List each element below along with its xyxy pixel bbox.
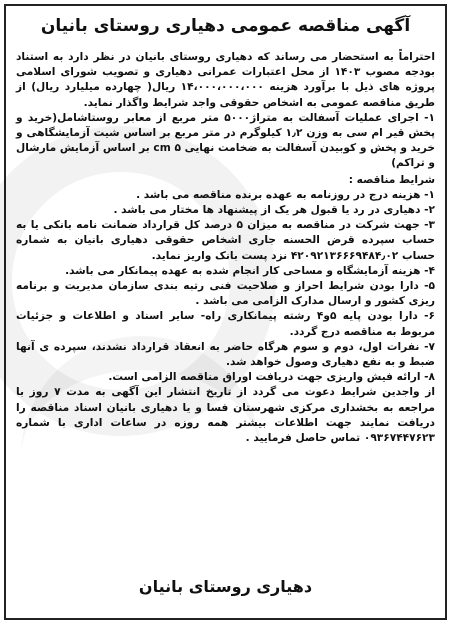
condition-item: ۴- هزینه آزمایشگاه و مساحی کار انجام شده به عهده پیمانکار می باشد. — [65, 264, 435, 277]
notice-title: آگهی مناقصه عمومی دهیاری روستای بانیان — [40, 16, 411, 36]
project-item-1: ۱- اجرای عملیات آسفالت به متراژ۵۰۰۰ متر مربع از معابر روستاشامل(خرید و پخش قیر ام سی به وزن ۱٫۲ کیلوگرم در متر مربع بر اساس شیت آزمایشگاهی و خرید و پخش و کوبیدن آسفالت به ضخامت نهایی ۵ cm بر اساس آزمایش مارشال و تراکم) — [16, 111, 435, 170]
condition-item: ۵- دارا بودن شرایط احراز و صلاحیت فنی رتبه بندی سازمان مدیریت و برنامه ریزی کشور و ارسال مدارک الزامی می باشد . — [16, 280, 435, 308]
notice-frame — [4, 4, 447, 620]
notice-body — [16, 50, 435, 446]
condition-item: ۱- هزینه درج در روزنامه به عهده برنده مناقصه می باشد . — [136, 188, 435, 201]
condition-item: ۸- ارائه فیش واریزی جهت دریافت اوراق مناقصه الزامی است. — [108, 371, 435, 384]
condition-item: ۲- دهیاری در رد یا قبول هر یک از پیشنهاد ها مختار می باشد . — [113, 204, 435, 217]
condition-item: ۳- جهت شرکت در مناقصه به میزان ۵ درصد کل قرارداد ضمانت نامه بانکی یا به حساب سپرده قرض الحسنه جاری اشخاص حقوقی دهیاری بانیان به شماره حساب ۴۲۰۹۲۱۳۶۶۶۹۴۸۴٫۰۲ نزد پست بانک واریز نماید. — [16, 219, 435, 262]
signature-footer: دهیاری روستای بانیان — [138, 577, 313, 596]
intro-paragraph: احتراماً به استحضار می رساند که دهیاری روستای بانیان در نظر دارد به استناد بودجه مصوب ۱۴۰۳ از محل اعتبارات عمرانی دهیاری و تصویب شورای اسلامی پروژه های ذیل با برآورد هزینه ۱۴،۰۰۰،۰۰۰،۰۰۰ ریال( چهارده میلیارد ریال) از طریق مناقصه عمومی به اشخاص حقوقی واجد شرایط واگذار نماید. — [16, 51, 436, 109]
condition-item: ۷- نفرات اول، دوم و سوم هرگاه حاضر به انعقاد قرارداد نشدند، سپرده ی آنها ضبط و به نفع دهیاری وصول خواهد شد. — [16, 340, 435, 369]
conditions-heading: شرایط مناقصه : — [348, 173, 435, 186]
condition-item: ۶- دارا بودن پایه ۵و۴ رشته پیمانکاری راه- سایر اسناد و اطلاعات و جزئیات مربوط به مناقصه درج گردد. — [16, 310, 436, 338]
closing-paragraph: از واجدین شرایط دعوت می گردد از تاریخ انتشار این آگهی به مدت ۷ روز با مراجعه به بخشداری مرکزی شهرستان فسا و یا دهیاری بانیان اسناد مناقصه را دریافت نمایند جهت اطلاعات بیشتر همه روزه در ساعات اداری با شماره ۰۹۳۶۷۴۴۷۶۲۳ تماس حاصل فرمایید . — [16, 386, 435, 445]
